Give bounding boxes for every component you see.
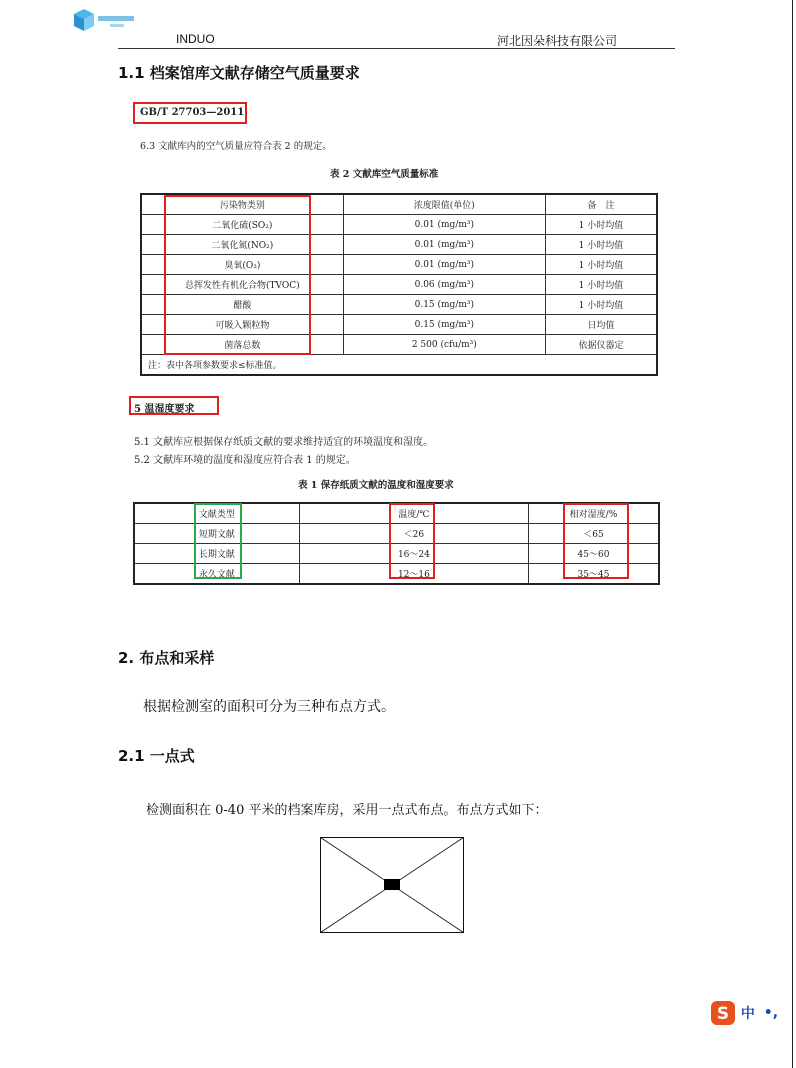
table-header-cell: 相对湿度/%	[528, 503, 659, 524]
table-cell: 0.01 (mg/m³)	[343, 215, 545, 235]
table-cell: 菌落总数	[141, 335, 343, 355]
table-cell: 短期文献	[134, 524, 299, 544]
ime-punct-label[interactable]: •,	[763, 1005, 779, 1021]
table-cell: 依据仪器定	[545, 335, 657, 355]
table-cell: 二氧化硫(SO₂)	[141, 215, 343, 235]
temperature-column-highlight	[389, 503, 435, 579]
standard-code: GB/T 27703—2011	[140, 107, 245, 118]
page-edge	[792, 0, 793, 1068]
company-logo	[70, 6, 136, 34]
table-note: 注：表中各项参数要求≤标准值。	[141, 355, 657, 376]
table-cell: 0.01 (mg/m³)	[343, 235, 545, 255]
svg-text:S: S	[716, 1004, 730, 1024]
table-cell: 0.01 (mg/m³)	[343, 255, 545, 275]
table2-title: 表 2 文献库空气质量标准	[330, 169, 439, 180]
table-cell: 16～24	[299, 544, 528, 564]
table-cell: 醋酸	[141, 295, 343, 315]
clause-6-3: 6.3 文献库内的空气质量应符合表 2 的规定。	[140, 141, 332, 152]
table-header-cell: 污染物类别	[141, 194, 343, 215]
table-header-cell: 温度/℃	[299, 503, 528, 524]
section-5-title: 5 温湿度要求	[134, 404, 195, 415]
table-note-row	[141, 355, 657, 376]
table-cell: 1 小时均值	[545, 295, 657, 315]
table-cell: 1 小时均值	[545, 255, 657, 275]
table-cell: 0.06 (mg/m³)	[343, 275, 545, 295]
ime-toolbar[interactable]	[710, 1000, 778, 1026]
header-left-text: INDUO	[176, 32, 215, 46]
clause-5-2: 5.2 文献库环境的温度和湿度应符合表 1 的规定。	[134, 455, 356, 466]
table-cell: 1 小时均值	[545, 235, 657, 255]
section-2-text: 根据检测室的面积可分为三种布点方式。	[143, 699, 395, 715]
table-cell: 永久文献	[134, 564, 299, 585]
table-cell: 0.15 (mg/m³)	[343, 315, 545, 335]
single-point-sampling-diagram	[320, 837, 464, 933]
table-cell: 35～45	[528, 564, 659, 585]
section-1-1-title: 1.1 档案馆库文献存储空气质量要求	[118, 64, 360, 82]
sogou-logo-icon	[710, 1000, 736, 1026]
table-cell: 45～60	[528, 544, 659, 564]
table-cell: 臭氧(O₃)	[141, 255, 343, 275]
table-cell: 长期文献	[134, 544, 299, 564]
header-divider	[118, 48, 675, 49]
table-cell: 1 小时均值	[545, 275, 657, 295]
table-header-cell: 文献类型	[134, 503, 299, 524]
section-2-1-title: 2.1 一点式	[118, 747, 195, 765]
table-cell: 12～16	[299, 564, 528, 585]
table1-title: 表 1 保存纸质文献的温度和湿度要求	[298, 480, 454, 491]
table-cell: 日均值	[545, 315, 657, 335]
pollutant-column-highlight	[164, 195, 311, 355]
table-cell: ＜26	[299, 524, 528, 544]
table-cell: 2 500 (cfu/m³)	[343, 335, 545, 355]
doc-type-column-highlight	[194, 503, 242, 579]
table-cell: 0.15 (mg/m³)	[343, 295, 545, 315]
table-cell: 二氧化氮(NO₂)	[141, 235, 343, 255]
table-header-cell: 备 注	[545, 194, 657, 215]
table-cell: ＜65	[528, 524, 659, 544]
ime-mode-label[interactable]: 中	[740, 1006, 755, 1022]
section-2-title: 2. 布点和采样	[118, 649, 215, 667]
table-cell: 总挥发性有机化合物(TVOC)	[141, 275, 343, 295]
table-header-cell: 浓度限值(单位)	[343, 194, 545, 215]
section-2-1-text: 检测面积在 0-40 平米的档案库房，采用一点式布点。布点方式如下：	[146, 803, 548, 818]
clause-5-1: 5.1 文献库应根据保存纸质文献的要求维持适宜的环境温度和湿度。	[134, 437, 434, 448]
header-company-name: 河北因朵科技有限公司	[497, 34, 618, 48]
table-cell: 1 小时均值	[545, 215, 657, 235]
table-cell: 可吸入颗粒物	[141, 315, 343, 335]
humidity-column-highlight	[563, 503, 629, 579]
